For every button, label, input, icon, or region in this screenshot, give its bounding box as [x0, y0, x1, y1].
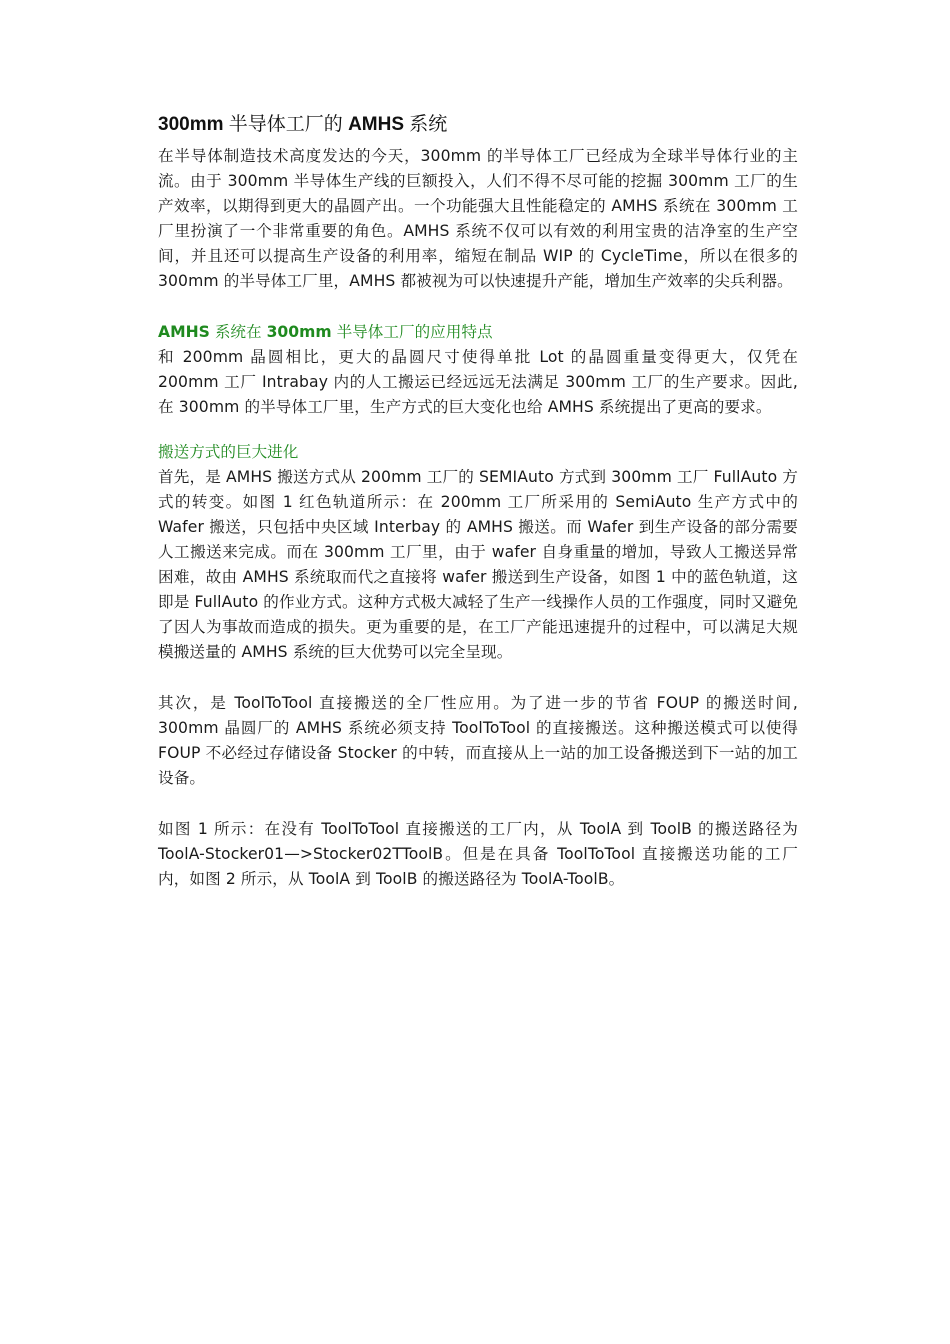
- title-end: 系统: [404, 114, 448, 135]
- title-mid: 半导体工厂的: [223, 114, 349, 135]
- section2-paragraph-2: 其次，是 ToolToTool 直接搬送的全厂性应用。为了进一步的节省 FOUP 的搬送时间, 300mm 晶圆厂的 AMHS 系统必须支持 ToolToTool 的直接搬送。这种搬送模式可以使得 FOUP 不必经过存储设备 Stocker 的中转，而直接从上一站的加工设备搬送到下一站的加工设备。: [158, 694, 798, 787]
- section1-heading-b: 系统在: [209, 323, 267, 341]
- section1-heading: [158, 320, 798, 345]
- section2-paragraph-3: 如图 1 所示：在没有 ToolToTool 直接搬送的工厂内，从 ToolA 到 ToolB 的搬送路径为 ToolA-Stocker01—>Stocker02TToolB。但是在具备 ToolToTool 直接搬送功能的工厂内，如图 2 所示，从 ToolA 到 ToolB 的搬送路径为 ToolA-ToolB。: [158, 820, 798, 888]
- intro-paragraph: 在半导体制造技术高度发达的今天，300mm 的半导体工厂已经成为全球半导体行业的主流。由于 300mm 半导体生产线的巨额投入，人们不得不尽可能的挖掘 300mm 工厂的生产效率，以期得到更大的晶圆产出。一个功能强大且性能稳定的 AMHS 系统在 300mm 工厂里扮演了一个非常重要的角色。AMHS 系统不仅可以有效的利用宝贵的洁净室的生产空间，并且还可以提高生产设备的利用率，缩短在制品 WIP 的 CycleTime，所以在很多的 300mm 的半导体工厂里，AMHS 都被视为可以快速提升产能，增加生产效率的尖兵利器。: [158, 147, 798, 290]
- title-prefix: 300mm: [158, 114, 224, 135]
- document-page: [158, 112, 798, 892]
- spacer: [158, 665, 798, 691]
- section2-paragraph-1: 首先，是 AMHS 搬送方式从 200mm 工厂的 SEMIAuto 方式到 300mm 工厂 FullAuto 方式的转变。如图 1 红色轨道所示：在 200mm 工厂所采用的 SemiAuto 生产方式中的 Wafer 搬送，只包括中央区域 Interbay 的 AMHS 搬送。而 Wafer 到生产设备的部分需要人工搬送来完成。而在 300mm 工厂里，由于 wafer 自身重量的增加，导致人工搬送异常困难，故由 AMHS 系统取而代之直接将 wafer 搬送到生产设备，如图 1 中的蓝色轨道，这即是 FullAuto 的作业方式。这种方式极大减轻了生产一线操作人员的工作强度，同时又避免了因人为事故而造成的损失。更为重要的是，在工厂产能迅速提升的过程中，可以满足大规模搬送量的 AMHS 系统的巨大优势可以完全呈现。: [158, 468, 798, 661]
- section1-heading-d: 半导体工厂的应用特点: [331, 323, 493, 341]
- section1-heading-c: 300mm: [266, 323, 332, 341]
- spacer: [158, 420, 798, 440]
- spacer: [158, 791, 798, 817]
- title-suffix: AMHS: [348, 114, 405, 135]
- section1-heading-a: AMHS: [158, 323, 210, 341]
- spacer: [158, 294, 798, 320]
- section1-body: 和 200mm 晶圆相比，更大的晶圆尺寸使得单批 Lot 的晶圆重量变得更大，仅凭在 200mm 工厂 Intrabay 内的人工搬运已经远远无法满足 300mm 工厂的生产要求。因此, 在 300mm 的半导体工厂里，生产方式的巨大变化也给 AMHS 系统提出了更高的要求。: [158, 348, 798, 416]
- section2-heading: 搬送方式的巨大进化: [158, 443, 299, 461]
- document-title: [158, 112, 798, 138]
